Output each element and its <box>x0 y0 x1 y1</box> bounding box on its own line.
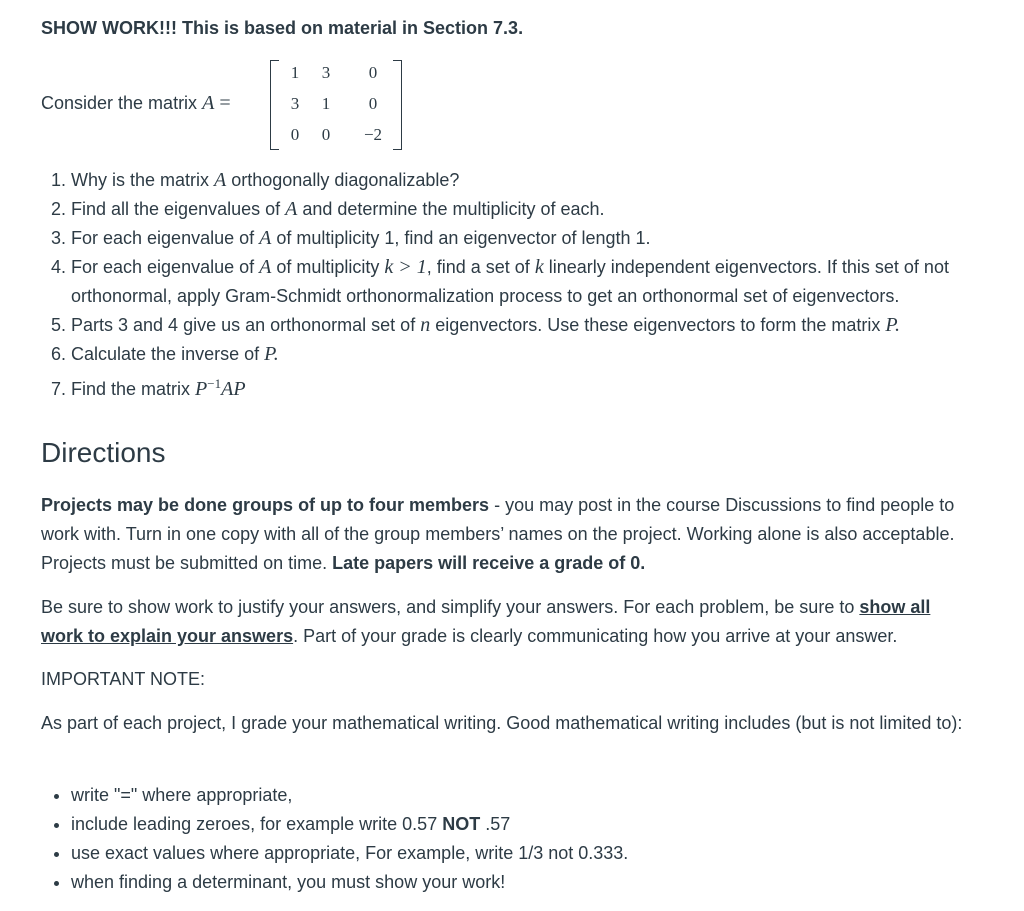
matrix-cell: 0 <box>368 63 378 82</box>
question-4: 4. For each eigenvalue of A of multiplicity k > 1, find a set of k linearly independent eigenvectors. If this set of not orthonormal, apply Gram-Schmidt orthonormalization process to get an orthonormal set of eigenvectors. <box>71 253 1011 311</box>
question-2: 2. Find all the eigenvalues of A and determine the multiplicity of each. <box>71 195 1011 224</box>
equals-sign: = <box>219 92 231 114</box>
matrix-intro <box>41 92 231 115</box>
matrix-cell: 1 <box>290 63 300 82</box>
question-1: 1. Why is the matrix A orthogonally diagonalizable? <box>71 166 1011 195</box>
list-item: • write "=" where appropriate, <box>71 781 971 810</box>
question-7: 7. Find the matrix $P^{-1}AP$ <box>71 369 1011 404</box>
list-item: • use exact values where appropriate, For example, write 1/3 not 0.333. <box>71 839 971 868</box>
show-work-paragraph: Be sure to show work to justify your answers, and simplify your answers. For each problem, be sure to show all work to explain your answers. Part of your grade is clearly communicating how you arrive at your answer. <box>41 597 931 646</box>
matrix-cell: 3 <box>290 94 300 113</box>
show-all-work-link[interactable]: show all work to explain your answers <box>41 597 931 646</box>
matrix-cell: 1 <box>321 94 331 113</box>
writing-rules-list <box>41 781 971 897</box>
matrix-cell: 3 <box>321 63 331 82</box>
writing-paragraph: As part of each project, I grade your mathematical writing. Good mathematical writing includes (but is not limited to): <box>41 713 963 733</box>
important-note-label: IMPORTANT NOTE: <box>41 669 206 689</box>
matrix-left-bracket <box>270 60 279 150</box>
list-item: • include leading zeroes, for example write 0.57 NOT .57 <box>71 810 971 839</box>
matrix-a <box>270 60 402 150</box>
question-5: 5. Parts 3 and 4 give us an orthonormal set of n eigenvectors. Use these eigenvectors to form the matrix P. <box>71 311 1011 340</box>
matrix-symbol: A <box>202 92 215 114</box>
matrix-cell: 0 <box>321 125 331 144</box>
matrix-cell: 0 <box>368 94 378 113</box>
matrix-right-bracket <box>393 60 402 150</box>
list-item: • when finding a determinant, you must show your work! <box>71 868 971 897</box>
matrix-cell: −2 <box>363 125 383 144</box>
questions-list <box>41 166 1011 404</box>
matrix-intro-text: Consider the matrix <box>41 93 198 113</box>
question-6: 6. Calculate the inverse of P. <box>71 340 1011 369</box>
show-work-heading: SHOW WORK!!! This is based on material in Section 7.3. <box>41 18 524 38</box>
question-3: 3. For each eigenvalue of A of multiplicity 1, find an eigenvector of length 1. <box>71 224 1011 253</box>
directions-heading: Directions <box>41 437 166 468</box>
matrix-cell: 0 <box>290 125 300 144</box>
group-policy-paragraph: Projects may be done groups of up to four members - you may post in the course Discussions to find people to work with. Turn in one copy with all of the group members’ names on the project. Working alone is also acceptable. Projects must be submitted on time. Late papers will receive a grade of 0. <box>41 495 955 573</box>
